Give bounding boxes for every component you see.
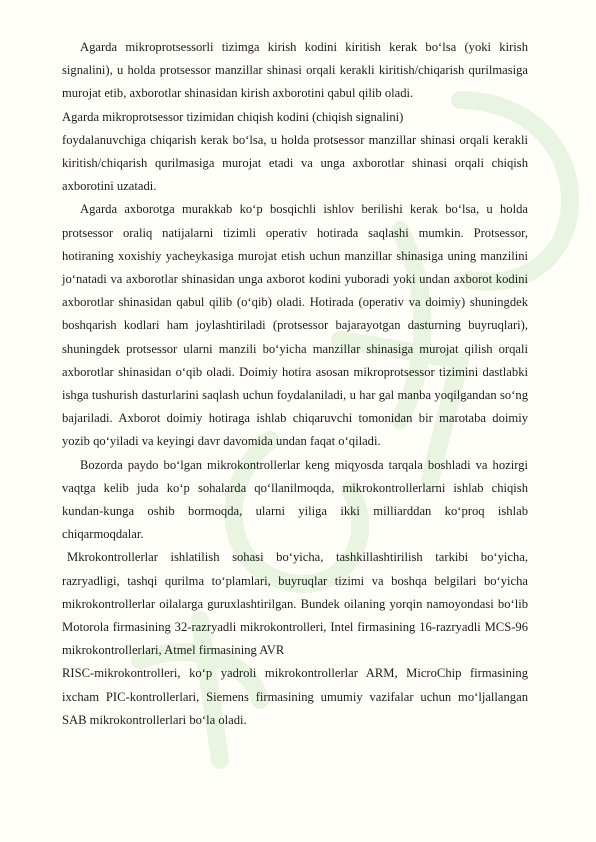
paragraph-3: foydalanuvchiga chiqarish kerak bo‘lsa, u holda protsessor manzillar shinasi orqali kerakli kiritish/chiqarish qurilmasiga murojat etadi va unga axborotlar shinasi orqali chiqish axborotini uzatadi.: [62, 132, 528, 194]
paragraph-6: Mkrokontrollerlar ishlatilish sohasi bo‘yicha, tashkillashtirilish tarkibi bo‘yicha, razryadligi, tashqi qurilma to‘plamlari, buyruqlar tizimi va boshqa belgilari bo‘yicha mikrokontrollerlar oilalarga guruxlashtirilgan. Bundek oilaning yorqin namoyondasi bo‘lib Motorola firmasining 32-razryadli mikrokontrolleri, Intel firmasining 16-razryadli MCS-96 mikrokontrollerlari, Atmel firmasining AVR: [62, 550, 528, 658]
document-body: [62, 36, 528, 732]
paragraph-4: Agarda axborotga murakkab ko‘p bosqichli ishlov berilishi kerak bo‘lsa, u holda protsessor oraliq natijalarni tizimli operativ hotirada saqlashi mumkin. Protsessor, hotiraning xoxishiy yacheykasiga murojat etish uchun manzillar shinasiga uning manzilini jo‘natadi va axborotlar shinasidan unga axborot kodini yuboradi yoki undan axborot kodini axborotlar shinasidan qabul qilib (o‘qib) oladi. Hotirada (operativ va doimiy) shuningdek boshqarish kodlari ham joylashtiriladi (protsessor bajarayotgan dasturning buyruqlari), shuningdek protsessor ularni manzili bo‘yicha manzillar shinasiga murojat qilish orqali axborotlar shinasidan o‘qib oladi. Doimiy hotira asosan mikroprotsessor tizimini dastlabki ishga tushurish dasturlarini saqlash uchun foydalaniladi, u har gal manba yoqilgandan so‘ng bajariladi. Axborot doimiy hotiraga ishlab chiqaruvchi tomonidan bir marotaba doimiy yozib qo‘yiladi va keyingi davr davomida undan faqat o‘qiladi.: [62, 202, 528, 449]
paragraph-5: Bozorda paydo bo‘lgan mikrokontrollerlar keng miqyosda tarqala boshladi va hozirgi vaqtga kelib juda ko‘p sohalarda qo‘llanilmoqda, mikrokontrollerlarni ishlab chiqish kundan-kunga oshib bormoqda, ularni yiliga ikki milliarddan ko‘proq ishlab chiqarmoqdalar.: [62, 457, 528, 542]
paragraph-7: RISC-mikrokontrolleri, ko‘p yadroli mikrokontrollerlar ARM, MicroChip firmasining ixcham PIC-kontrollerlari, Siemens firmasining umumiy vazifalar uchun mo‘ljallangan SAB mikrokontrollerlari bo‘la oladi.: [62, 666, 528, 727]
paragraph-2: Agarda mikroprotsessor tizimidan chiqish kodini (chiqish signalini): [62, 109, 404, 124]
paragraph-1: Agarda mikroprotsessorli tizimga kirish kodini kiritish kerak bo‘lsa (yoki kirish signalini), u holda protsessor manzillar shinasi orqali kerakli kiritish/chiqarish qurilmasiga murojat etib, axborotlar shinasidan kirish axborotini qabul qilib oladi.: [62, 40, 528, 101]
